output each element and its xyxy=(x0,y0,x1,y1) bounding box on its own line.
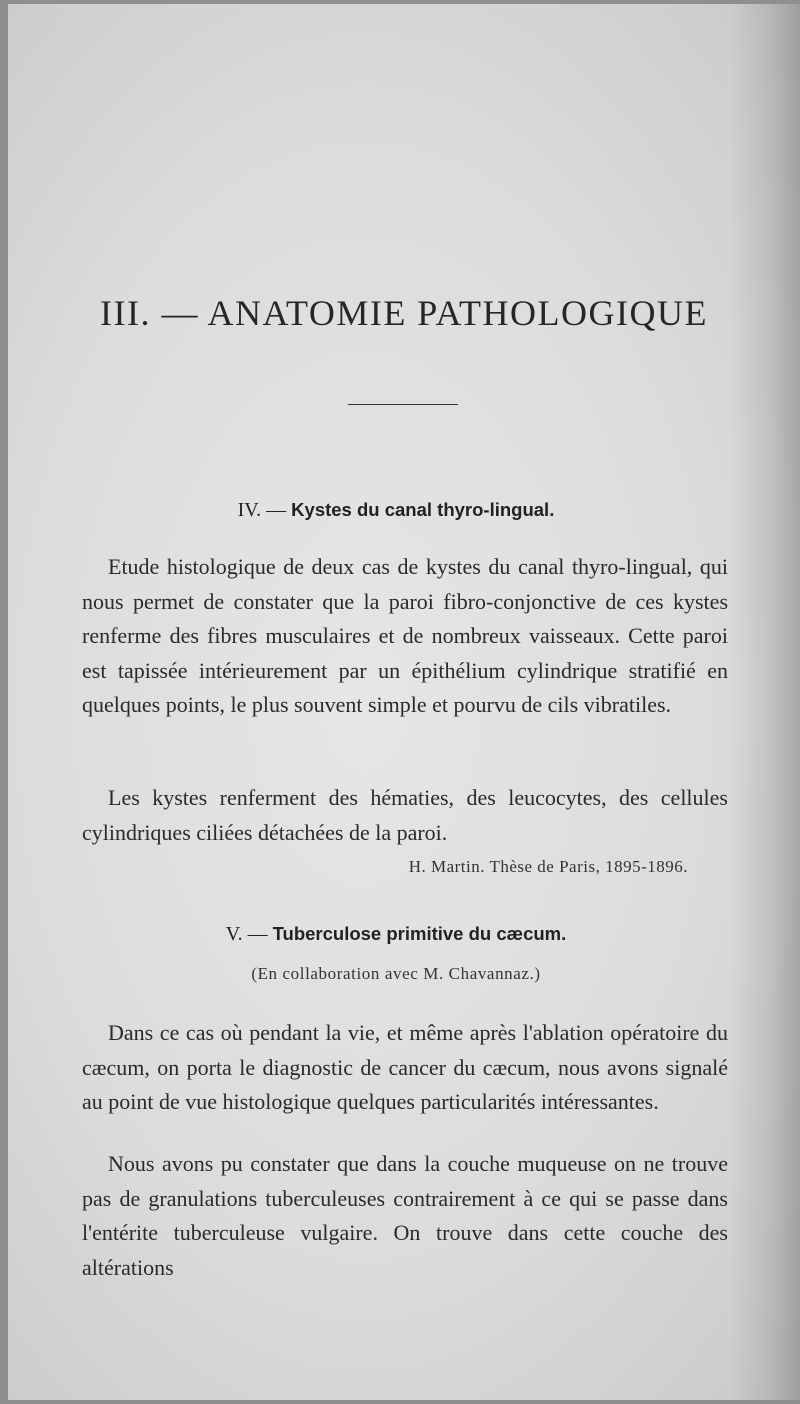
section-title: Tuberculose primitive du cæcum. xyxy=(272,923,567,944)
paragraph: Les kystes renferment des hématies, des leucocytes, des cellules cylindriques ciliées détachées de la paroi. xyxy=(82,785,728,845)
section-heading-iv xyxy=(8,499,792,522)
paragraph: Nous avons pu constater que dans la couche muqueuse on ne trouve pas de granulations tuberculeuses contrairement à ce qui se passe dans l'entérite tuberculeuse vulgaire. On trouve dans cette couche des altérations xyxy=(82,1151,728,1280)
section-heading-v xyxy=(8,923,792,946)
title-rule xyxy=(348,404,458,405)
citation: H. Martin. Thèse de Paris, 1895-1896. xyxy=(408,857,688,876)
paragraph: Dans ce cas où pendant la vie, et même après l'ablation opératoire du cæcum, on porta le diagnostic de cancer du cæcum, nous avons signalé au point de vue histologique quelques particularités intéressantes. xyxy=(82,1020,728,1114)
section-number: IV. — xyxy=(237,499,287,521)
collaboration-note: (En collaboration avec M. Chavannaz.) xyxy=(251,964,541,983)
chapter-title: III. — ANATOMIE PATHOLOGIQUE xyxy=(100,293,708,333)
paragraph: Etude histologique de deux cas de kystes du canal thyro-lingual, qui nous permet de constater que la paroi fibro-conjonctive de ces kystes renferme des fibres musculaires et de nombreux vaisseaux. Cette paroi est tapissée intérieurement par un épithélium cylindrique stratifié en quelques points, le plus souvent simple et pourvu de cils vibratiles. xyxy=(82,554,728,717)
book-page xyxy=(8,4,800,1400)
section-title: Kystes du canal thyro-lingual. xyxy=(291,499,555,520)
section-number: V. — xyxy=(225,923,268,945)
